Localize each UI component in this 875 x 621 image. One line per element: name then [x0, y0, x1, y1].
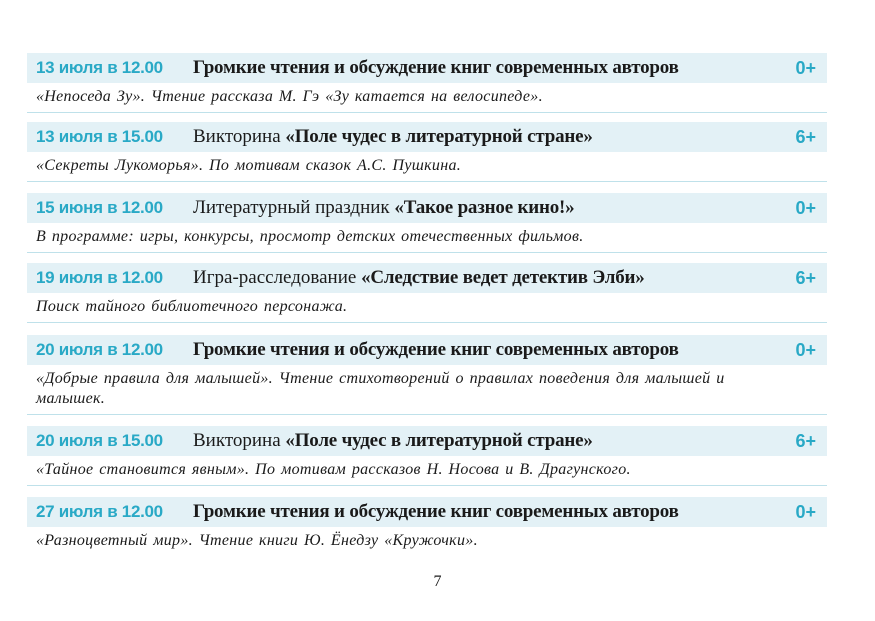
event-header — [27, 335, 827, 365]
event-item — [27, 53, 827, 113]
event-header — [27, 263, 827, 293]
age-rating-badge: 0+ — [795, 58, 816, 78]
event-title — [193, 263, 645, 293]
age-rating-badge: 0+ — [795, 198, 816, 218]
event-item — [27, 497, 827, 556]
event-title — [193, 335, 679, 365]
event-date: 13 июля в 12.00 — [36, 58, 163, 77]
event-date: 20 июля в 12.00 — [36, 340, 163, 359]
event-header — [27, 122, 827, 152]
event-date: 27 июля в 12.00 — [36, 502, 163, 521]
event-date: 19 июля в 12.00 — [36, 268, 163, 287]
page-number: 7 — [433, 573, 442, 590]
event-name: Громкие чтения и обсуждение книг современных авторов — [193, 57, 679, 78]
event-date: 20 июля в 15.00 — [36, 431, 163, 450]
event-header — [27, 53, 827, 83]
event-title — [193, 53, 679, 83]
event-type: Викторина — [193, 430, 286, 451]
event-item — [27, 426, 827, 486]
age-rating-badge: 6+ — [795, 127, 816, 147]
event-name: «Такое разное кино!» — [394, 197, 575, 218]
event-name: «Следствие ведет детектив Элби» — [361, 267, 645, 288]
event-type: Игра-расследование — [193, 267, 362, 288]
age-rating-badge: 0+ — [795, 502, 816, 522]
event-date: 15 июня в 12.00 — [36, 198, 163, 217]
age-rating-badge: 6+ — [795, 268, 816, 288]
event-type: Викторина — [193, 126, 286, 147]
event-item — [27, 263, 827, 323]
event-item — [27, 193, 827, 253]
event-name: «Поле чудес в литературной стране» — [285, 126, 593, 147]
event-description: В программе: игры, конкурсы, просмотр детских отечественных фильмов. — [27, 223, 827, 253]
age-rating-badge: 0+ — [795, 340, 816, 360]
event-description: «Добрые правила для малышей». Чтение стихотворений о правилах поведения для малышей и малышек. — [27, 365, 827, 415]
event-header — [27, 193, 827, 223]
event-title — [193, 426, 593, 456]
age-rating-badge: 6+ — [795, 431, 816, 451]
event-date: 13 июля в 15.00 — [36, 127, 163, 146]
event-title — [193, 122, 593, 152]
event-name: Громкие чтения и обсуждение книг современных авторов — [193, 339, 679, 360]
event-description: «Тайное становится явным». По мотивам рассказов Н. Носова и В. Драгунского. — [27, 456, 827, 486]
event-header — [27, 426, 827, 456]
event-description: Поиск тайного библиотечного персонажа. — [27, 293, 827, 323]
event-title — [193, 193, 574, 223]
event-title — [193, 497, 679, 527]
event-header — [27, 497, 827, 527]
event-description: «Разноцветный мир». Чтение книги Ю. Ёнедзу «Кружочки». — [36, 532, 478, 549]
event-item — [27, 335, 827, 415]
event-type: Литературный праздник — [193, 197, 395, 218]
event-name: «Поле чудес в литературной стране» — [285, 430, 593, 451]
event-name: Громкие чтения и обсуждение книг современных авторов — [193, 501, 679, 522]
event-description: «Секреты Лукоморья». По мотивам сказок А.С. Пушкина. — [27, 152, 827, 182]
event-description: «Непоседа Зу». Чтение рассказа М. Гэ «Зу катается на велосипеде». — [27, 83, 827, 113]
event-item — [27, 122, 827, 182]
